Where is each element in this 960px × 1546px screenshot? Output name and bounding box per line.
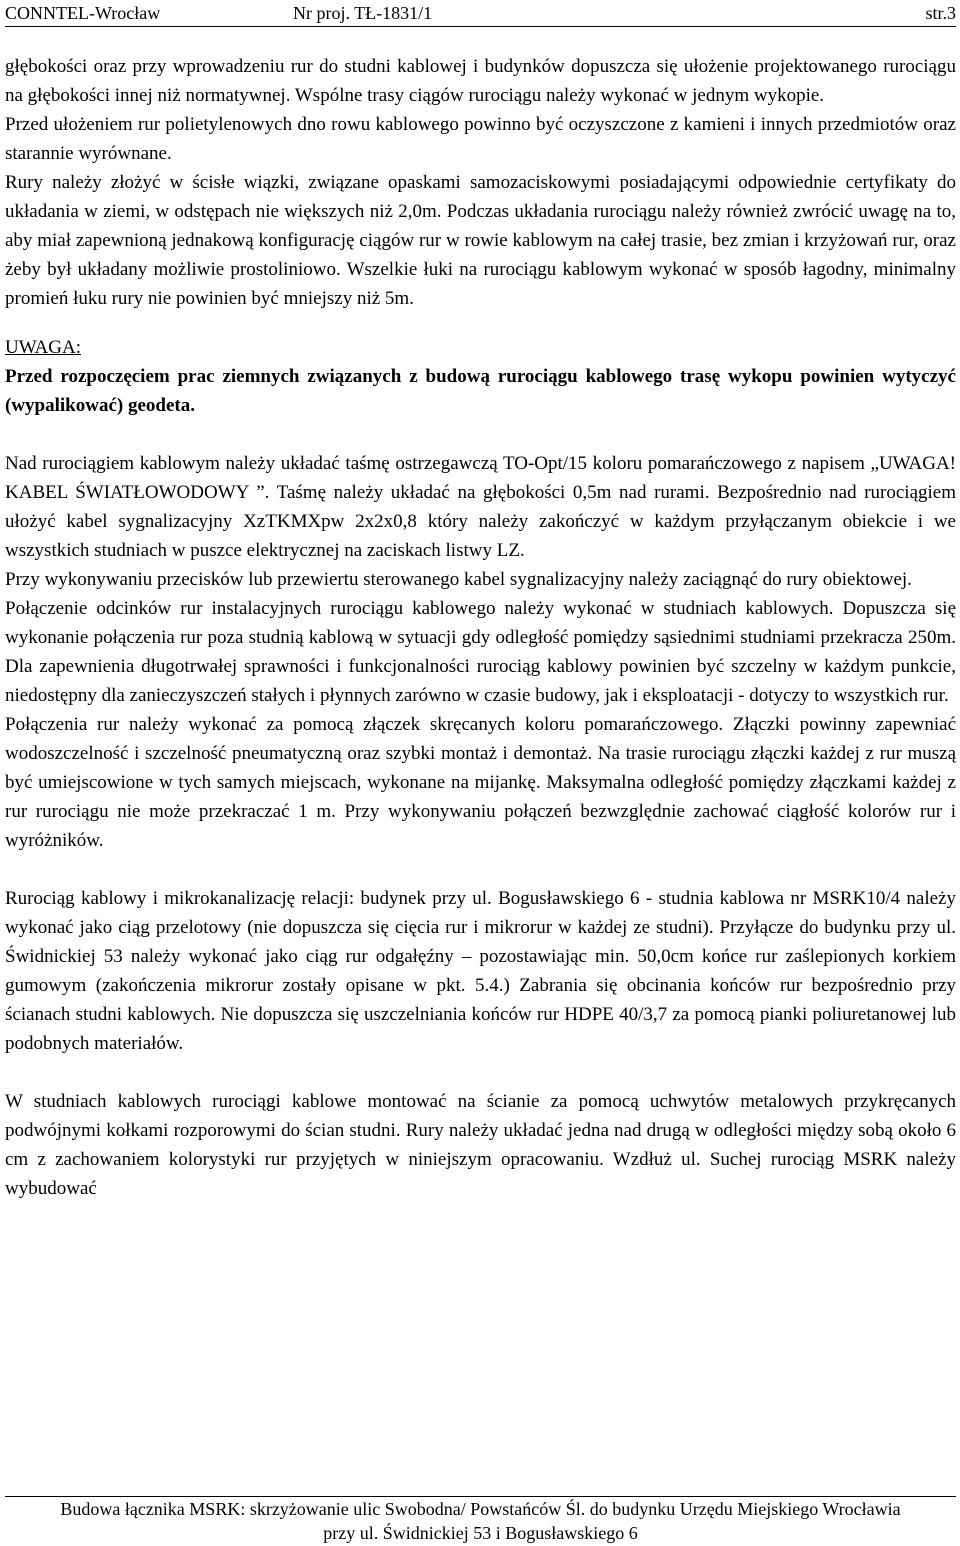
document-body <box>5 52 956 1203</box>
paragraph-route: Rurociąg kablowy i mikrokanalizację relacji: budynek przy ul. Bogusławskiego 6 - studnia kablowa nr MSRK10/4 należy wykonać jako ciąg przelotowy (nie dopuszcza się cięcia rur i mikrorur w każdej ze studni). Przyłącze do budynku przy ul. Świdnickiej 53 należy wykonać jako ciąg rur odgałęźny – pozostawiając min. 50,0cm końce rur zaślepionych korkiem gumowym (zakończenia mikrorur zostały opisane w pkt. 5.4.) Zabrania się obcinania końców rur bezpośrednio przy ścianach studni kablowych. Nie dopuszcza się uszczelniania końców rur HDPE 40/3,7 za pomocą pianki poliuretanowej lub podobnych materiałów. <box>5 888 956 1054</box>
paragraph-trench-bottom: Przed ułożeniem rur polietylenowych dno rowu kablowego powinno być oczyszczone z kamieni i innych przedmiotów oraz starannie wyrównane. <box>5 114 956 164</box>
header-company: CONNTEL-Wrocław <box>5 3 161 23</box>
paragraph-connections: Połączenie odcinków rur instalacyjnych rurociągu kablowego należy wykonać w studniach kablowych. Dopuszcza się wykonanie połączenia rur poza studnią kablową w sytuacji gdy odległość pomiędzy sąsiednimi studniami przekracza 250m. Dla zapewnienia długotrwałej sprawności i funkcjonalności rurociąg kablowy powinien być szczelny w każdym punkcie, niedostępny dla zanieczyszczeń stałych i płynnych zarówno w czasie budowy, jak i eksploatacji - dotyczy to wszystkich rur. <box>5 598 956 706</box>
header-project-number: Nr proj. TŁ-1831/1 <box>293 3 433 23</box>
page-footer <box>5 1496 956 1545</box>
paragraph-manholes: W studniach kablowych rurociągi kablowe montować na ścianie za pomocą uchwytów metalowych przykręcanych podwójnymi kołkami rozporowymi do ścian studni. Rury należy układać jedna nad drugą w odległości między sobą około 6 cm z zachowaniem kolorystyki rur przyjętych w niniejszym opracowaniu. Wzdłuż ul. Suchej rurociąg MSRK należy wybudować <box>5 1091 956 1199</box>
footer-line-2: przy ul. Świdnickiej 53 i Bogusławskiego 6 <box>323 1523 638 1543</box>
footer-line-1: Budowa łącznika MSRK: skrzyżowanie ulic Swobodna/ Powstańców Śl. do budynku Urzędu Miejskiego Wrocławia <box>60 1499 901 1519</box>
paragraph-couplings: Połączenia rur należy wykonać za pomocą złączek skręcanych koloru pomarańczowego. Złączki powinny zapewniać wodoszczelność i szczelność pneumatyczną oraz szybki montaż i demontaż. Na trasie rurociągu złączki każdej z rur muszą być umiejscowione w tych samych miejscach, wykonane na mijankę. Maksymalna odległość pomiędzy złączkami każdej z rur rurociągu nie może przekraczać 1 m. Przy wykonywaniu połączeń bezwzględnie zachować ciągłość kolorów rur i wyróżników. <box>5 714 956 851</box>
warning-text: Przed rozpoczęciem prac ziemnych związanych z budową rurociągu kablowego trasę wykopu powinien wytyczyć (wypalikować) geodeta. <box>5 366 956 416</box>
warning-label: UWAGA: <box>5 337 81 358</box>
page-header <box>5 0 956 27</box>
paragraph-pipe-bundles: Rury należy złożyć w ścisłe wiązki, związane opaskami samozaciskowymi posiadającymi odpowiednie certyfikaty do układania w ziemi, w odstępach nie większych niż 2,0m. Podczas układania rurociągu należy również zwrócić uwagę na to, aby miał zapewnioną jednakową konfigurację ciągów rur w rowie kablowym na całej trasie, bez zmian i krzyżowań rur, oraz żeby był układany możliwie prostoliniowo. Wszelkie łuki na rurociągu kablowym wykonać w sposób łagodny, minimalny promień łuku rury nie powinien być mniejszy niż 5m. <box>5 172 956 309</box>
paragraph-depth: głębokości oraz przy wprowadzeniu rur do studni kablowej i budynków dopuszcza się ułożenie projektowanego rurociągu na głębokości innej niż normatywnej. Wspólne trasy ciągów rurociągu należy wykonać w jednym wykopie. <box>5 56 956 106</box>
paragraph-warning-tape: Nad rurociągiem kablowym należy układać taśmę ostrzegawczą TO-Opt/15 koloru pomarańczowego z napisem „UWAGA! KABEL ŚWIATŁOWODOWY ”. Taśmę należy układać na głębokości 0,5m nad rurami. Bezpośrednio nad rurociągiem ułożyć kabel sygnalizacyjny XzTKMXpw 2x2x0,8 który należy zakończyć w każdym przyłączanym obiekcie i we wszystkich studniach w puszce elektrycznej na zaciskach listwy LZ. <box>5 453 956 561</box>
paragraph-drilling: Przy wykonywaniu przecisków lub przewiertu sterowanego kabel sygnalizacyjny należy zaciągnąć do rury obiektowej. <box>5 569 912 590</box>
header-page-number: str.3 <box>925 3 956 23</box>
